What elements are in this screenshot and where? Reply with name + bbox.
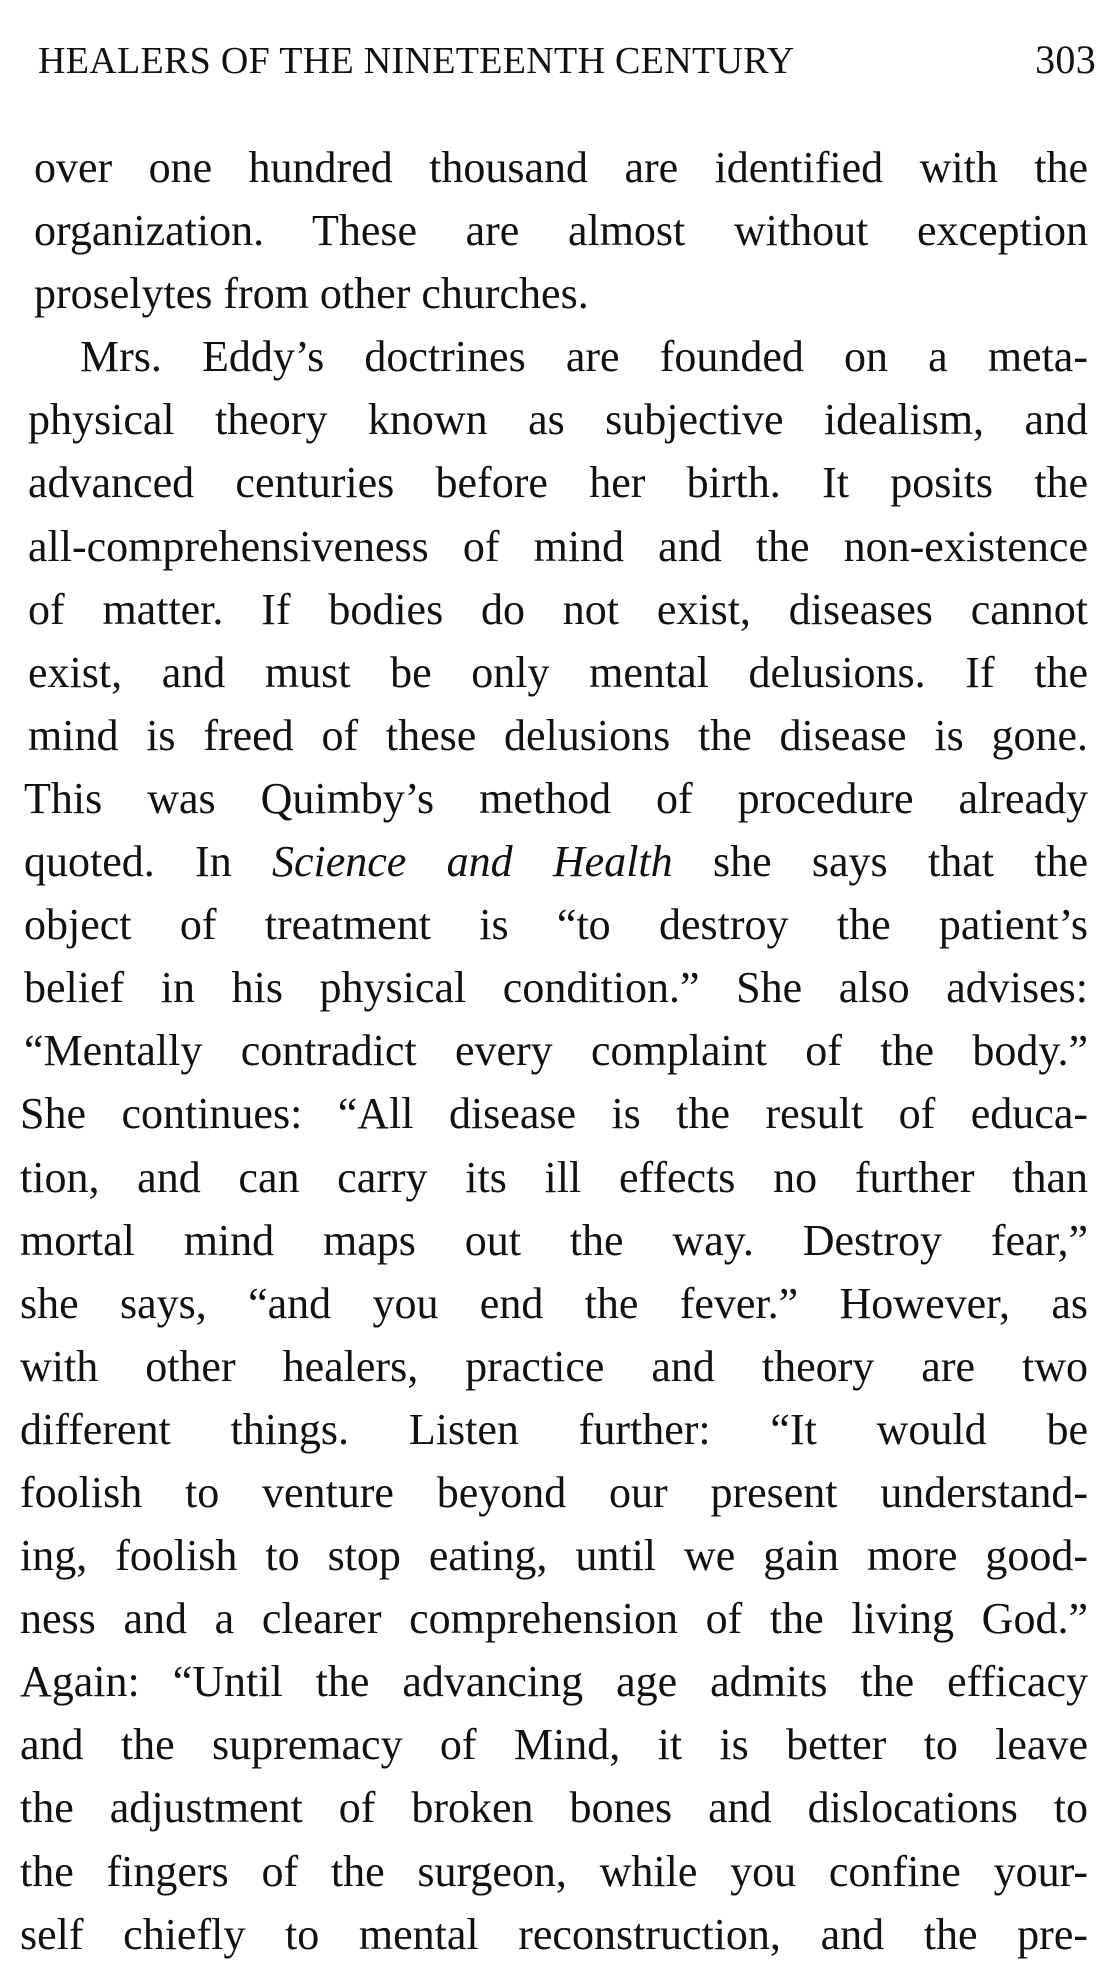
text-segment: quoted. In [24,837,272,887]
page-header [38,36,1096,96]
book-title-italic: Science and Health [271,837,673,887]
text-line: object of treatment is “to destroy the patient’s [24,900,1088,950]
text-segment: she says that the [672,837,1088,887]
text-line: physical theory known as subjective idealism, and [28,395,1088,445]
text-line: mortal mind maps out the way. Destroy fear,” [20,1215,1088,1265]
text-line: ness and a clearer comprehension of the living God.” [20,1594,1088,1644]
body-text [20,136,1088,1966]
text-line: belief in his physical condition.” She also advises: [24,963,1088,1013]
text-line: foolish to venture beyond our present understand- [20,1467,1088,1517]
text-line: This was Quimby’s method of procedure already [24,773,1088,823]
page-number: 303 [1035,37,1096,82]
text-line: different things. Listen further: “It would be [20,1404,1088,1454]
text-line: She continues: “All disease is the result of educa- [20,1089,1088,1139]
text-line: mind is freed of these delusions the disease is gone. [28,710,1088,760]
text-line: of matter. If bodies do not exist, diseases cannot [28,584,1088,634]
text-line: “Mentally contradict every complaint of the body.” [24,1026,1088,1076]
text-line: over one hundred thousand are identified with the [34,143,1088,192]
text-line: she says, “and you end the fever.” However, as [20,1278,1088,1328]
text-line-with-italic [24,830,1088,893]
text-line: with other healers, practice and theory are two [20,1341,1088,1391]
text-line: exist, and must be only mental delusions. If the [28,647,1088,697]
text-line: tion, and can carry its ill effects no further than [20,1152,1088,1202]
text-line: the fingers of the surgeon, while you confine your- [20,1846,1088,1896]
text-line: proselytes from other churches. [34,269,589,319]
paragraph-start-line: Mrs. Eddy’s doctrines are founded on a meta- [80,332,1088,382]
text-line: the adjustment of broken bones and dislocations to [20,1783,1088,1833]
text-line: and the supremacy of Mind, it is better to leave [20,1720,1088,1770]
text-line: organization. These are almost without exception [34,206,1088,256]
text-line: all-comprehensiveness of mind and the non-existence [28,521,1088,571]
text-line: self chiefly to mental reconstruction, and the pre- [20,1909,1088,1959]
text-line: ing, foolish to stop eating, until we gain more good- [20,1531,1088,1581]
text-line: Again: “Until the advancing age admits the efficacy [20,1657,1088,1707]
text-line: advanced centuries before her birth. It posits the [28,458,1088,508]
running-title: HEALERS OF THE NINETEENTH CENTURY [38,40,795,82]
